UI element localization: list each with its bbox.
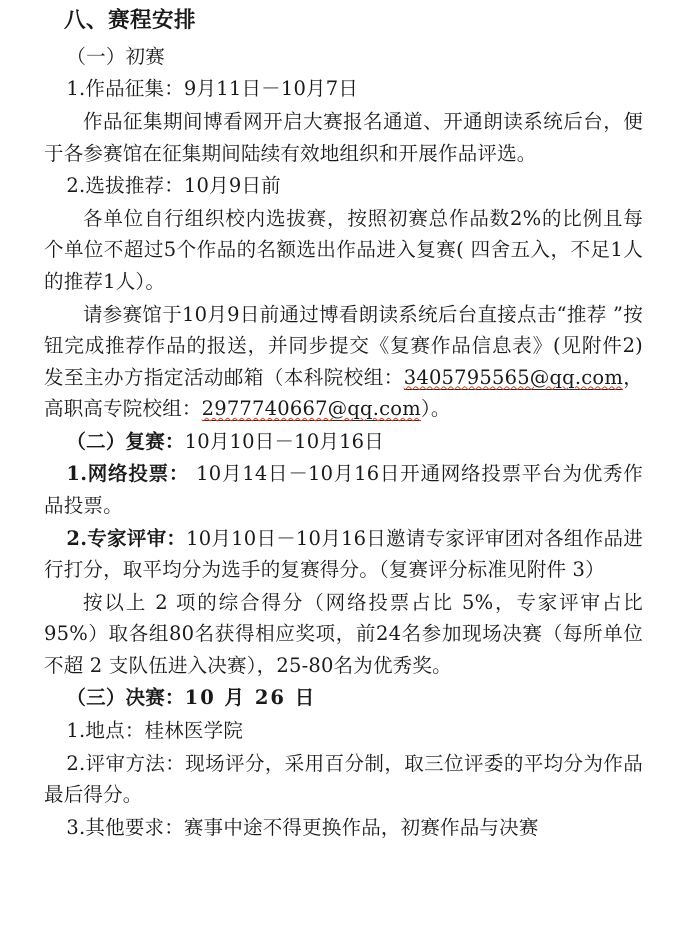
section-one-item-1-body bbox=[44, 106, 643, 169]
section-two-item-1-label: 1.网络投票： bbox=[66, 462, 190, 486]
section-one-title bbox=[44, 41, 643, 73]
section-one-title-text: （一）初赛 bbox=[66, 44, 165, 68]
page-title: 八、赛程安排 bbox=[64, 8, 197, 33]
section-two-title-dates: 10月10日－10月16日 bbox=[184, 429, 384, 453]
section-one-item-2-text: 2.选拔推荐：10月9日前 bbox=[66, 174, 281, 198]
section-two-score-text: 按以上 2 项的综合得分（网络投票占比 5%，专家评审占比 95%）取各组80名获得相应奖项，前24名参加现场决赛（每所单位不超 2 支队伍进入决赛），25-80名为优秀奖。 bbox=[44, 590, 643, 677]
submission-text-lead: 请参赛馆于10月9日前通过博看朗读系统后台直接点击“推荐 ”按钮完成推荐作品的报送，并同步提交《复赛作品信息表》(见附件2)发至主办方指定活动邮箱（本科院校组： bbox=[44, 302, 643, 389]
section-two-title-label: （二）复赛： bbox=[66, 429, 185, 453]
section-three-item-1 bbox=[44, 715, 643, 747]
section-three-item-3-text: 3.其他要求：赛事中途不得更换作品，初赛作品与决赛 bbox=[66, 815, 539, 839]
section-three-title bbox=[44, 682, 643, 714]
section-three-item-1-text: 1.地点：桂林医学院 bbox=[66, 719, 244, 743]
submission-text-end: ）。 bbox=[420, 397, 451, 421]
section-one-item-2-body bbox=[44, 203, 643, 298]
section-three-title-date: 10 月 26 日 bbox=[184, 686, 317, 710]
section-two-item-2-label: 2.专家评审： bbox=[66, 526, 187, 550]
section-one-item-2 bbox=[44, 170, 643, 202]
section-three-item-2-text: 2.评审方法：现场评分，采用百分制，取三位评委的平均分为作品最后得分。 bbox=[44, 751, 643, 807]
section-one-item-1 bbox=[44, 73, 643, 105]
section-one-item-2-body-text: 各单位自行组织校内选拔赛，按照初赛总作品数2%的比例且每个单位不超过5个作品的名额选出作品进入复赛( 四舍五入，不足1人的推荐1人）。 bbox=[44, 206, 643, 293]
section-one-item-1-text: 1.作品征集：9月11日－10月7日 bbox=[66, 77, 359, 101]
section-three-item-2 bbox=[44, 748, 643, 811]
section-three-title-label: （三）决赛： bbox=[66, 686, 185, 710]
section-one-item-1-body-text: 作品征集期间博看网开启大赛报名通道、开通朗读系统后台，便于各参赛馆在征集期间陆续有效地组织和开展作品评选。 bbox=[44, 110, 643, 165]
section-two-item-2 bbox=[44, 523, 643, 586]
section-two-item-1-text: 10月14日－10月16日开通网络投票平台为优秀作品投票。 bbox=[44, 462, 643, 517]
section-two-item-2-text: 10月10日－10月16日邀请专家评审团对各组作品进行打分，取平均分为选手的复赛得分。（复赛评分标准见附件 3） bbox=[44, 526, 643, 582]
section-two-score-paragraph bbox=[44, 587, 643, 682]
section-two-title bbox=[44, 426, 643, 458]
submission-text-middle: ，高职高专院校组： bbox=[44, 365, 644, 421]
section-two-item-1 bbox=[44, 458, 643, 521]
email-link-vocational[interactable]: 2977740667@qq.com bbox=[201, 397, 421, 421]
email-link-undergraduate[interactable]: 3405795565@qq.com bbox=[403, 365, 624, 389]
section-one-submission-paragraph bbox=[44, 299, 643, 425]
section-three-item-3 bbox=[44, 812, 643, 844]
